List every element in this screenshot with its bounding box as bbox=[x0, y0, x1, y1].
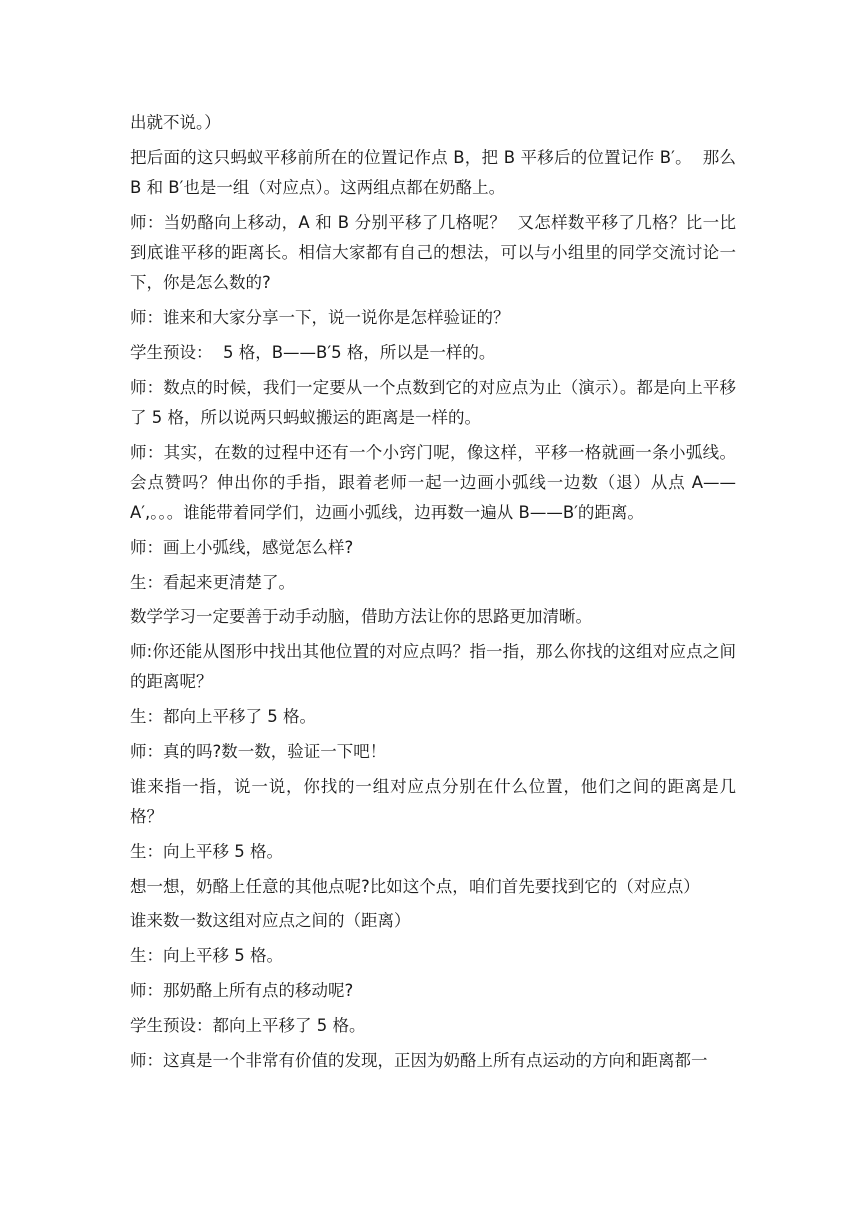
document-body bbox=[130, 108, 742, 1080]
paragraph: 师:你还能从图形中找出其他位置的对应点吗？指一指，那么你找的这组对应点之间的距离呢？ bbox=[130, 642, 736, 692]
paragraph: 师：真的吗?数一数，验证一下吧！ bbox=[130, 741, 387, 761]
paragraph: 师：其实，在数的过程中还有一个小窍门呢，像这样，平移一格就画一条小弧线。会点赞吗？伸出你的手指，跟着老师一起一边画小弧线一边数（退）从点 A——A′,。。。谁能带着同学们，边画小弧线，边再数一遍从 B——B′的距离。 bbox=[130, 442, 736, 522]
paragraph: 生：看起来更清楚了。 bbox=[130, 572, 295, 592]
paragraph: 生：都向上平移了 5 格。 bbox=[130, 707, 316, 727]
paragraph: 师：这真是一个非常有价值的发现，正因为奶酪上所有点运动的方向和距离都一 bbox=[130, 1050, 708, 1070]
paragraph: 谁来指一指，说一说，你找的一组对应点分别在什么位置，他们之间的距离是几格？ bbox=[130, 776, 736, 826]
paragraph: 出就不说。） bbox=[130, 113, 221, 132]
paragraph: 师：谁来和大家分享一下，说一说你是怎样验证的？ bbox=[130, 308, 510, 327]
paragraph: 生：向上平移 5 格。 bbox=[130, 841, 283, 861]
paragraph: 师：当奶酪向上移动，A 和 B 分别平移了几格呢？ 又怎样数平移了几格？比一比到底谁平移的距离长。相信大家都有自己的想法，可以与小组里的同学交流讨论一下，你是怎么数的? bbox=[130, 212, 736, 293]
paragraph: 师：画上小弧线，感觉怎么样? bbox=[130, 537, 354, 557]
paragraph: 想一想，奶酪上任意的其他点呢?比如这个点，咱们首先要找到它的（对应点） bbox=[130, 876, 700, 896]
paragraph: 师：那奶酪上所有点的移动呢? bbox=[130, 980, 354, 1000]
paragraph: 数学学习一定要善于动手动脑，借助方法让你的思路更加清晰。 bbox=[130, 607, 592, 627]
paragraph: 把后面的这只蚂蚁平移前所在的位置记作点 B，把 B 平移后的位置记作 B′。 那么 B 和 B′也是一组（对应点）。这两组点都在奶酪上。 bbox=[130, 147, 742, 197]
paragraph: 学生预设：都向上平移了 5 格。 bbox=[130, 1015, 366, 1035]
paragraph: 师：数点的时候，我们一定要从一个点数到它的对应点为止（演示）。都是向上平移了 5 格，所以说两只蚂蚁搬运的距离是一样的。 bbox=[130, 377, 736, 427]
paragraph: 谁来数一数这组对应点之间的（距离） bbox=[130, 911, 411, 931]
paragraph: 生：向上平移 5 格。 bbox=[130, 946, 283, 966]
paragraph: 学生预设： 5 格，B——B′5 格，所以是一样的。 bbox=[130, 342, 496, 362]
